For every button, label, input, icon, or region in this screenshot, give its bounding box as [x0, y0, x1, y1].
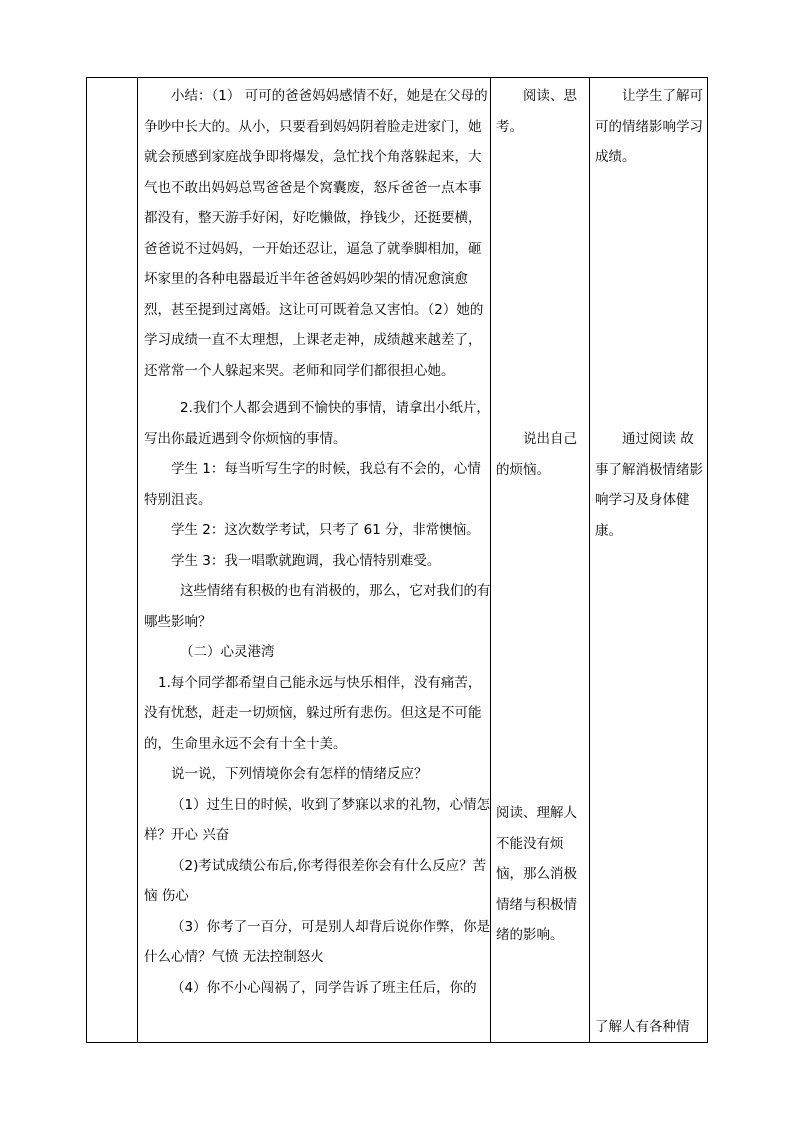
student-1-answer: 学生 1：每当听写生字的时候，我总有不会的，心情特别沮丧。 [144, 461, 481, 508]
task-2-paragraph: 2.我们个人都会遇到不愉快的事情，请拿出小纸片，写出你最近遇到令你烦恼的事情。 [144, 400, 490, 447]
activity-read-think: 阅读、思考。 [496, 88, 577, 135]
section-title: （二）心灵港湾 [180, 644, 275, 660]
student-activity-cell [496, 78, 588, 1042]
item-1-paragraph: 1.每个同学都希望自己能永远与快乐相伴，没有痛苦，没有忧愁，赶走一切烦恼，躲过所有悲伤。但这是不可能的，生命里永远不会有十全十美。 [144, 674, 482, 752]
intent-various-emotions: 了解人有各种情 [595, 1019, 690, 1035]
situation-3: （3）你考了一百分，可是别人却背后说你作弊，你是什么心情？气愤 无法控制怒火 [144, 918, 491, 965]
activity-tell-worries: 说出自己的烦恼。 [496, 431, 577, 478]
situation-1: （1）过生日的时候，收到了梦寐以求的礼物，心情怎样？开心 兴奋 [144, 796, 491, 843]
situation-2: （2)考试成绩公布后,你考得很差你会有什么反应？苦恼 伤心 [144, 857, 487, 904]
design-intent-cell [595, 78, 705, 1042]
intent-understand-emotion: 让学生了解可可的情绪影响学习成绩。 [595, 88, 703, 165]
student-3-answer: 学生 3：我一唱歌就跑调，我心情特别难受。 [171, 552, 441, 569]
teaching-content-cell [144, 81, 491, 1003]
student-2-answer: 学生 2：这次数学考试，只考了 61 分，非常懊恼。 [171, 522, 480, 538]
situation-4: （4）你不小心闯祸了，同学告诉了班主任后，你的 [171, 979, 477, 996]
activity-read-understand: 阅读、理解人不能没有烦恼，那么消极情绪与积极情绪的影响。 [496, 805, 577, 943]
say-prompt: 说一说，下列情境你会有怎样的情绪反应？ [171, 766, 428, 782]
question-paragraph: 这些情绪有积极的也有消极的，那么，它对我们的有哪些影响？ [144, 583, 491, 630]
intent-read-story: 通过阅读 故事了解消极情绪影响学习及身体健康。 [595, 431, 703, 539]
column-divider [589, 78, 590, 1042]
summary-paragraph: 小结：（1） 可可的爸爸妈妈感情不好，她是在父母的争吵中长大的。从小，只要看到妈妈阴着脸走进家门，她就会预感到家庭战争即将爆发，急忙找个角落躲起来，大气也不敢出妈妈总骂爸爸是个窝囊废，怒斥爸爸一点本事都没有，整天游手好闲，好吃懒做，挣钱少，还挺要横，爸爸说不过妈妈，一开始还忍让，逼急了就拳脚相加，砸坏家里的各种电器最近半年爸爸妈妈吵架的情况愈演愈烈，甚至提到过离婚。这让可可既着急又害怕。（2）她的学习成绩一直不太理想，上课老走神，成绩越来越差了，还常常一个人躲起来哭。老师和同学们都很担心她。 [144, 88, 488, 379]
lesson-table [86, 77, 708, 1043]
column-divider [137, 78, 138, 1042]
